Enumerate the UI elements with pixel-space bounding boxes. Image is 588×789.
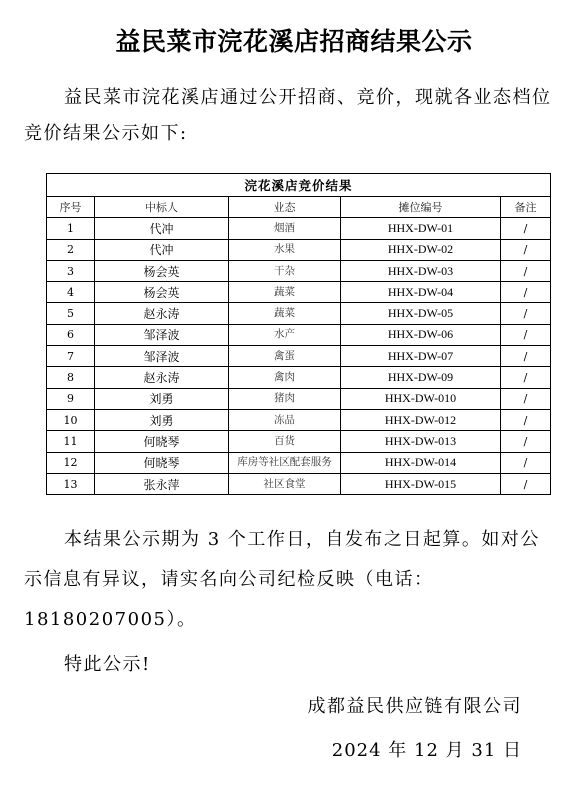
winner-name: 张永萍	[95, 473, 229, 494]
business-type: 干杂	[229, 260, 341, 281]
table-row	[47, 260, 551, 281]
winner-name: 代冲	[95, 218, 229, 239]
business-type: 烟酒	[229, 218, 341, 239]
stall-code: HHX-DW-015	[341, 473, 501, 494]
row-note: /	[501, 409, 551, 430]
header-stall-code: 摊位编号	[341, 197, 501, 218]
results-table	[46, 173, 551, 495]
closing-remark: 特此公示!	[64, 654, 151, 675]
winner-name: 邹泽波	[95, 324, 229, 345]
table-row	[47, 218, 551, 239]
table-row	[47, 367, 551, 388]
winner-name: 代冲	[95, 239, 229, 260]
business-type: 水果	[229, 239, 341, 260]
row-number: 2	[47, 239, 95, 260]
table-row	[47, 303, 551, 324]
business-type: 蔬菜	[229, 303, 341, 324]
business-type: 禽蛋	[229, 346, 341, 367]
winner-name: 何晓琴	[95, 431, 229, 452]
row-number: 3	[47, 260, 95, 281]
row-number: 13	[47, 473, 95, 494]
header-no: 序号	[47, 197, 95, 218]
row-number: 5	[47, 303, 95, 324]
row-number: 4	[47, 282, 95, 303]
winner-name: 何晓琴	[95, 452, 229, 473]
stall-code: HHX-DW-010	[341, 388, 501, 409]
header-note: 备注	[501, 197, 551, 218]
table-row	[47, 409, 551, 430]
winner-name: 赵永涛	[95, 367, 229, 388]
stall-code: HHX-DW-01	[341, 218, 501, 239]
business-type: 社区食堂	[229, 473, 341, 494]
company-name: 成都益民供应链有限公司	[307, 696, 522, 717]
winner-name: 杨会英	[95, 282, 229, 303]
row-number: 6	[47, 324, 95, 345]
stall-code: HHX-DW-05	[341, 303, 501, 324]
winner-name: 刘勇	[95, 409, 229, 430]
row-number: 9	[47, 388, 95, 409]
table-header-row	[47, 197, 551, 218]
winner-name: 邹泽波	[95, 346, 229, 367]
row-note: /	[501, 239, 551, 260]
row-note: /	[501, 388, 551, 409]
row-note: /	[501, 431, 551, 452]
notice-paragraph: 本结果公示期为 3 个工作日，自发布之日起算。如对公示信息有异议，请实名向公司纪检反映（电话：18180207005）。	[24, 529, 540, 630]
table-row	[47, 452, 551, 473]
row-note: /	[501, 473, 551, 494]
row-note: /	[501, 218, 551, 239]
stall-code: HHX-DW-09	[341, 367, 501, 388]
business-type: 蔬菜	[229, 282, 341, 303]
stall-code: HHX-DW-02	[341, 239, 501, 260]
page-title: 益民菜市浣花溪店招商结果公示	[115, 27, 473, 56]
winner-name: 刘勇	[95, 388, 229, 409]
table-row	[47, 324, 551, 345]
table-body	[47, 218, 551, 495]
row-note: /	[501, 324, 551, 345]
intro-paragraph: 益民菜市浣花溪店通过公开招商、竞价，现就各业态档位竞价结果公示如下:	[24, 87, 552, 144]
row-note: /	[501, 367, 551, 388]
table-row	[47, 239, 551, 260]
stall-code: HHX-DW-04	[341, 282, 501, 303]
winner-name: 杨会英	[95, 260, 229, 281]
table-row	[47, 473, 551, 494]
stall-code: HHX-DW-07	[341, 346, 501, 367]
stall-code: HHX-DW-03	[341, 260, 501, 281]
row-note: /	[501, 346, 551, 367]
stall-code: HHX-DW-06	[341, 324, 501, 345]
header-business: 业态	[229, 197, 341, 218]
business-type: 冻品	[229, 409, 341, 430]
row-note: /	[501, 452, 551, 473]
publish-date: 2024 年 12 月 31 日	[331, 740, 522, 761]
row-note: /	[501, 260, 551, 281]
table-row	[47, 431, 551, 452]
row-number: 1	[47, 218, 95, 239]
row-number: 8	[47, 367, 95, 388]
row-number: 11	[47, 431, 95, 452]
stall-code: HHX-DW-013	[341, 431, 501, 452]
row-number: 10	[47, 409, 95, 430]
row-note: /	[501, 303, 551, 324]
row-note: /	[501, 282, 551, 303]
business-type: 禽肉	[229, 367, 341, 388]
table-row	[47, 388, 551, 409]
winner-name: 赵永涛	[95, 303, 229, 324]
table-row	[47, 282, 551, 303]
table-caption: 浣花溪店竞价结果	[47, 174, 551, 197]
table-row	[47, 346, 551, 367]
business-type: 水产	[229, 324, 341, 345]
business-type: 猪肉	[229, 388, 341, 409]
stall-code: HHX-DW-014	[341, 452, 501, 473]
row-number: 12	[47, 452, 95, 473]
header-winner: 中标人	[95, 197, 229, 218]
business-type: 百货	[229, 431, 341, 452]
row-number: 7	[47, 346, 95, 367]
stall-code: HHX-DW-012	[341, 409, 501, 430]
business-type: 库房等社区配套服务	[229, 452, 341, 473]
